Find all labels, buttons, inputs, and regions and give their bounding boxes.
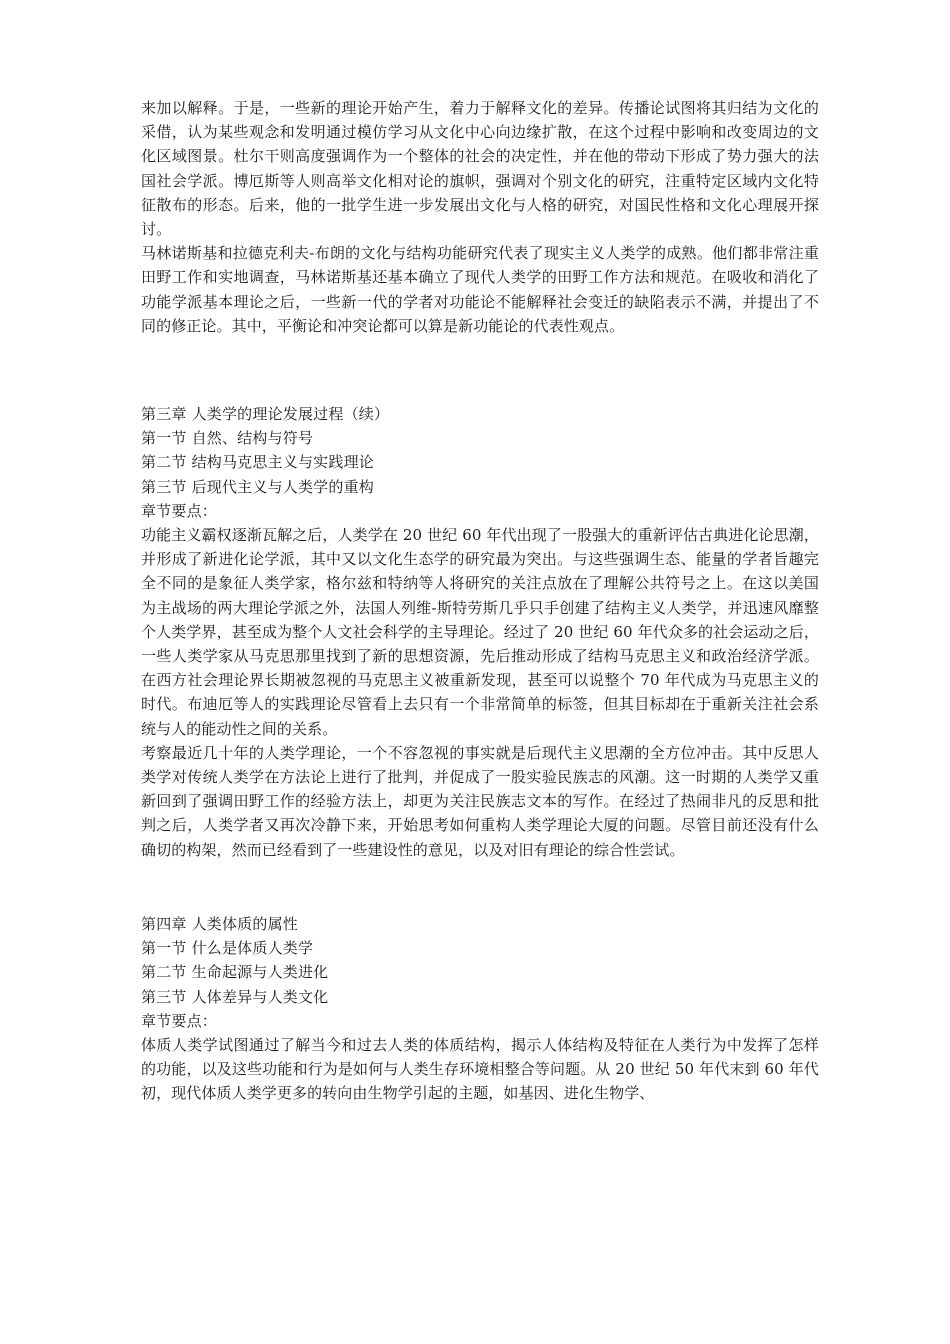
- chapter-3-section-1: 第一节 自然、结构与符号: [141, 429, 314, 448]
- page-body: [141, 96, 819, 1106]
- chapter-3-key-points-label: 章节要点：: [141, 501, 218, 520]
- intro-paragraph-1: 来加以解释。于是，一些新的理论开始产生，着力于解释文化的差异。传播论试图将其归结为文化的采借，认为某些观念和发明通过模仿学习从文化中心向边缘扩散，在这个过程中影响和改变周边的文化区域图景。杜尔干则高度强调作为一个整体的社会的决定性，并在他的带动下形成了势力强大的法国社会学派。博厄斯等人则高举文化相对论的旗帜，强调对个别文化的研究，注重特定区域内文化特征散布的形态。后来，他的一批学生进一步发展出文化与人格的研究，对国民性格和文化心理展开探讨。: [141, 99, 819, 239]
- chapter-3-title: 第三章 人类学的理论发展过程（续）: [141, 405, 390, 424]
- chapter-3-paragraph-1: 功能主义霸权逐渐瓦解之后，人类学在 20 世纪 60 年代出现了一股强大的重新评估古典进化论思潮，并形成了新进化论学派，其中又以文化生态学的研究最为突出。与这些强调生态、能量的学者旨趣完全不同的是象征人类学家，格尔兹和特纳等人将研究的关注点放在了理解公共符号之上。在这以美国为主战场的两大理论学派之外，法国人列维-斯特劳斯几乎只手创建了结构主义人类学，并迅速风靡整个人类学界，甚至成为整个人文社会科学的主导理论。经过了 20 世纪 60 年代众多的社会运动之后，一些人类学家从马克思那里找到了新的思想资源，先后推动形成了结构马克思主义和政治经济学派。在西方社会理论界长期被忽视的马克思主义被重新发现，甚至可以说整个 70 年代成为马克思主义的时代。布迪厄等人的实践理论尽管看上去只有一个非常简单的标签，但其目标却在于重新关注社会系统与人的能动性之间的关系。: [141, 526, 819, 738]
- chapter-4-section-1: 第一节 什么是体质人类学: [141, 939, 314, 958]
- intro-paragraph-2: 马林诺斯基和拉德克利夫-布朗的文化与结构功能研究代表了现实主义人类学的成熟。他们都非常注重田野工作和实地调查，马林诺斯基还基本确立了现代人类学的田野工作方法和规范。在吸收和消化了功能学派基本理论之后，一些新一代的学者对功能论不能解释社会变迁的缺陷表示不满，并提出了不同的修正论。其中，平衡论和冲突论都可以算是新功能论的代表性观点。: [141, 244, 819, 335]
- chapter-4-paragraph-1: 体质人类学试图通过了解当今和过去人类的体质结构，揭示人体结构及特征在人类行为中发挥了怎样的功能，以及这些功能和行为是如何与人类生存环境相整合等问题。从 20 世纪 50 年代末到 60 年代初，现代体质人类学更多的转向由生物学引起的主题，如基因、进化生物学、: [141, 1035, 819, 1103]
- chapter-3-paragraph-2: 考察最近几十年的人类学理论，一个不容忽视的事实就是后现代主义思潮的全方位冲击。其中反思人类学对传统人类学在方法论上进行了批判，并促成了一股实验民族志的风潮。这一时期的人类学又重新回到了强调田野工作的经验方法上，却更为关注民族志文本的写作。在经过了热闹非凡的反思和批判之后，人类学者又再次冷静下来，开始思考如何重构人类学理论大厦的问题。尽管目前还没有什么确切的构架，然而已经看到了一些建设性的意见，以及对旧有理论的综合性尝试。: [141, 743, 819, 859]
- chapter-3-block: [141, 402, 819, 862]
- chapter-4-key-points-label: 章节要点：: [141, 1011, 218, 1030]
- chapter-4-block: [141, 912, 819, 1106]
- chapter-4-section-2: 第二节 生命起源与人类进化: [141, 963, 329, 982]
- chapter-3-section-3: 第三节 后现代主义与人类学的重构: [141, 477, 374, 496]
- spacer: [141, 862, 819, 912]
- spacer: [141, 338, 819, 402]
- chapter-4-title: 第四章 人类体质的属性: [141, 914, 298, 933]
- chapter-3-section-2: 第二节 结构马克思主义与实践理论: [141, 453, 374, 472]
- chapter-4-section-3: 第三节 人体差异与人类文化: [141, 987, 329, 1006]
